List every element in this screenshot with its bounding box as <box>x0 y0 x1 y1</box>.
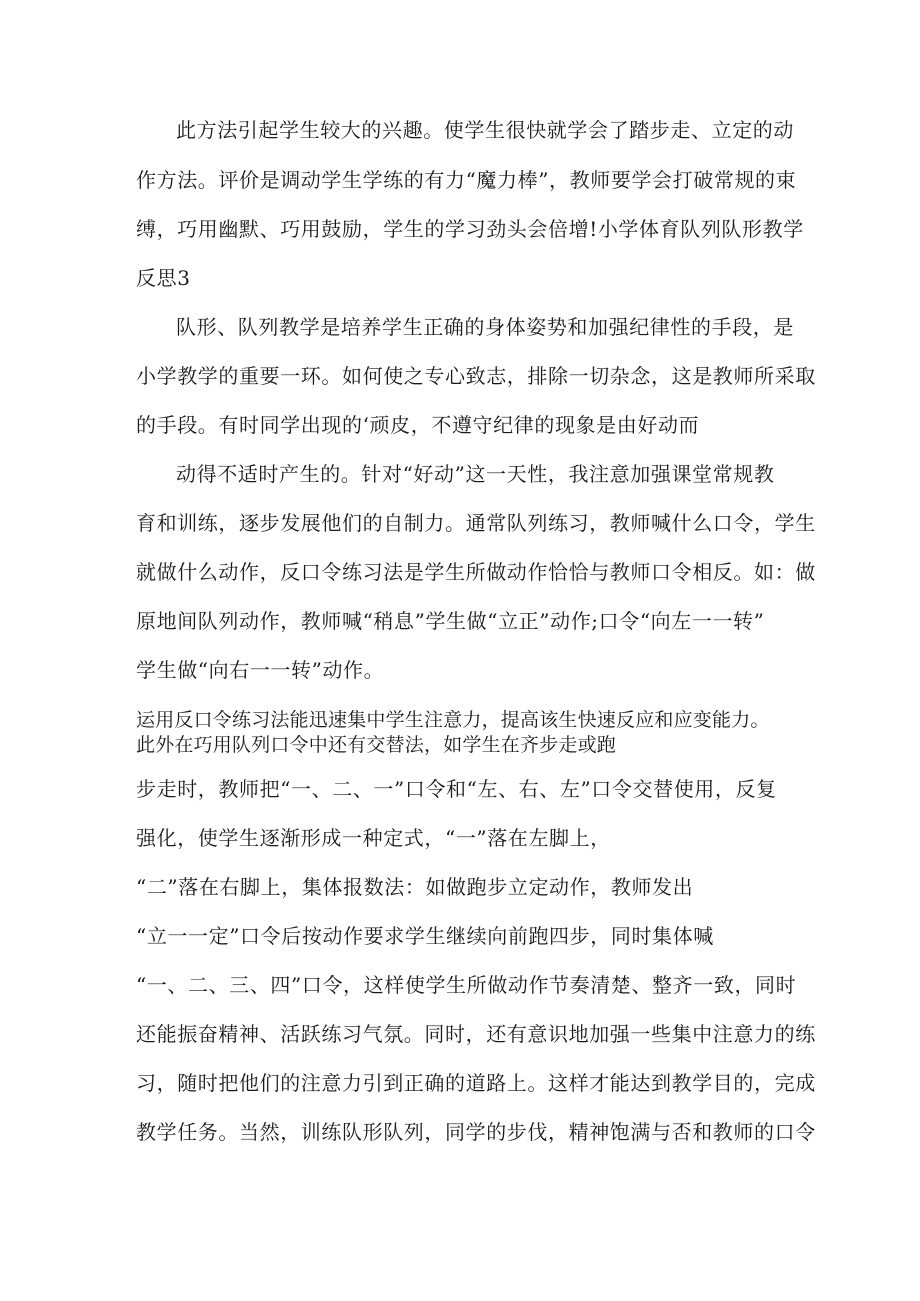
text-line: 还能振奋精神、活跃练习气氛。同时，还有意识地加强一些集中注意力的练 <box>136 1022 816 1046</box>
text-line: 就做什么动作，反口令练习法是学生所做动作恰恰与教师口令相反。如：做 <box>136 560 816 584</box>
text-line: 强化，使学生逐渐形成一种定式，“一”落在左脚上， <box>136 826 611 850</box>
text-line: “立一一定”口令后按动作要求学生继续向前跑四步，同时集体喊 <box>136 924 714 948</box>
text-line: 小学教学的重要一环。如何使之专心致志，排除一切杂念，这是教师所采取 <box>136 364 816 388</box>
text-line: 此方法引起学生较大的兴趣。使学生很快就学会了踏步走、立定的动 <box>176 118 794 142</box>
text-line: 的手段。有时同学出现的‘顽皮，不遵守纪律的现象是由好动而 <box>136 413 700 437</box>
text-line: “二”落在右脚上，集体报数法：如做跑步立定动作，教师发出 <box>136 875 694 899</box>
text-line: 动得不适时产生的。针对“好动”这一天性，我注意加强课堂常规教 <box>176 462 775 486</box>
text-line: 育和训练，逐步发展他们的自制力。通常队列练习，教师喊什么口令，学生 <box>136 511 816 535</box>
text-line: 缚，巧用幽默、巧用鼓励，学生的学习劲头会倍增!小学体育队列队形教学 <box>136 217 804 241</box>
text-line: “一、二、三、四”口令，这样使学生所做动作节奏清楚、整齐一致，同时 <box>136 973 797 997</box>
text-line: 作方法。评价是调动学生学练的有力“魔力棒”，教师要学会打破常规的束 <box>136 168 797 192</box>
text-line: 此外在巧用队列口令中还有交替法，如学生在齐步走或跑 <box>136 734 617 756</box>
text-line: 队形、队列教学是培养学生正确的身体姿势和加强纪律性的手段，是 <box>176 315 794 339</box>
text-line: 原地间队列动作，教师喊“稍息”学生做“立正”动作;口令“向左一一转” <box>136 609 765 633</box>
text-line: 反思3 <box>136 266 191 290</box>
text-line: 习，随时把他们的注意力引到正确的道路上。这样才能达到教学目的，完成 <box>136 1071 816 1095</box>
text-line: 学生做“向右一一转”动作。 <box>136 658 385 682</box>
text-line: 运用反口令练习法能迅速集中学生注意力，提高该生快速反应和应变能力。 <box>136 709 770 731</box>
text-line: 步走时，教师把“一、二、一”口令和“左、右、左”口令交替使用，反复 <box>136 777 777 801</box>
text-line: 教学任务。当然，训练队形队列，同学的步伐，精神饱满与否和教师的口令 <box>136 1120 816 1144</box>
